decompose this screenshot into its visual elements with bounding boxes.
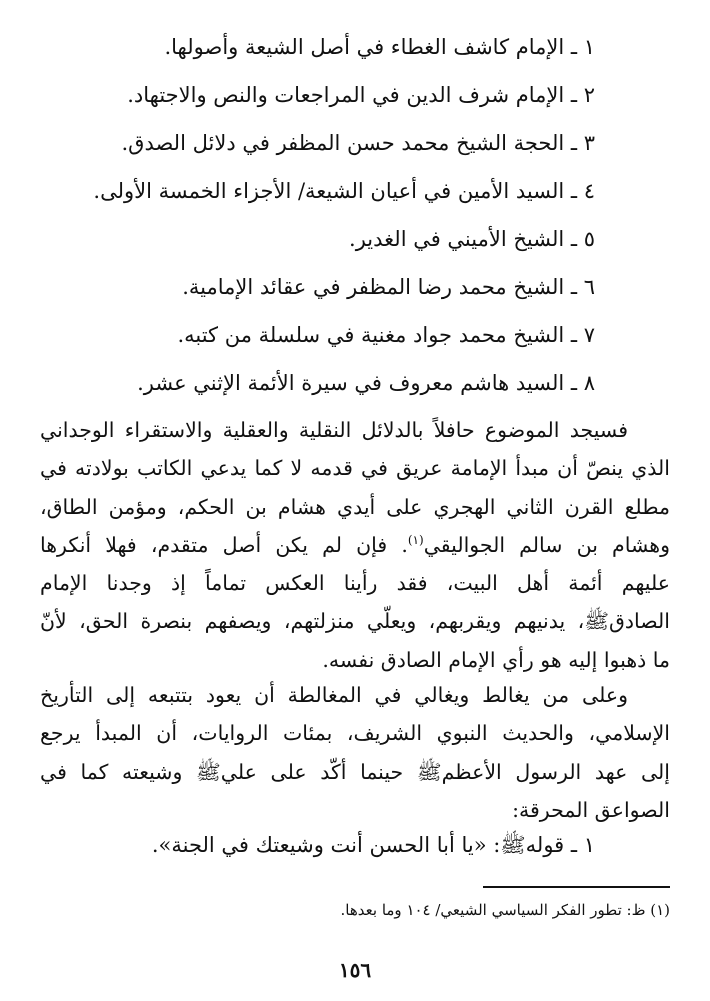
paragraph-line-start: وهشام بن سالم الجواليقي bbox=[423, 532, 670, 557]
paragraph-second bbox=[40, 676, 670, 829]
footnote-separator bbox=[483, 886, 670, 888]
page-number: ١٥٦ bbox=[338, 958, 372, 982]
paragraph-main bbox=[40, 411, 670, 679]
paragraph-line-end: . فإن لم يكن أصل متقدم، فهلا أنكرها bbox=[40, 532, 408, 557]
paragraph-line: إلى عهد الرسول الأعظمﷺ حينما أكّد على عليﷺ وشيعته كما في bbox=[40, 759, 670, 784]
list-item: ٦ ـ الشيخ محمد رضا المظفر في عقائد الإمامية. bbox=[182, 275, 595, 299]
list-item: ٨ ـ السيد هاشم معروف في سيرة الأئمة الإثني عشر. bbox=[137, 371, 595, 395]
paragraph-line: مطلع القرن الثاني الهجري على أيدي هشام بن الحكم، ومؤمن الطاق، bbox=[40, 494, 670, 519]
paragraph-line bbox=[40, 526, 670, 564]
paragraph-line: الإسلامي، والحديث النبوي الشريف، بمئات الروايات، أن المبدأ يرجع bbox=[40, 721, 670, 746]
paragraph-line: وعلى من يغالط ويغالي في المغالطة أن يعود بتتبعه إلى التأريخ bbox=[40, 683, 628, 707]
list-item: ٣ ـ الحجة الشيخ محمد حسن المظفر في دلائل الصدق. bbox=[121, 131, 595, 155]
list-item: ٢ ـ الإمام شرف الدين في المراجعات والنص والاجتهاد. bbox=[127, 83, 595, 107]
paragraph-line: فسيجد الموضوع حافلاً بالدلائل النقلية والعقلية والاستقراء الوجداني bbox=[40, 418, 628, 442]
paragraph-line: الصواعق المحرقة: bbox=[512, 797, 670, 822]
footnote: (١) ظ: تطور الفكر السياسي الشيعي/ ١٠٤ وما بعدها. bbox=[340, 901, 670, 919]
footnote-reference[interactable]: (١) bbox=[407, 533, 424, 548]
list-item: ٥ ـ الشيخ الأميني في الغدير. bbox=[349, 227, 595, 251]
paragraph-line: عليهم أئمة أهل البيت، فقد رأينا العكس تماماً إذ وجدنا الإمام bbox=[40, 571, 670, 596]
list-item: ١ ـ الإمام كاشف الغطاء في أصل الشيعة وأصولها. bbox=[164, 35, 595, 59]
paragraph-line: ما ذهبوا إليه هو رأي الإمام الصادق نفسه. bbox=[322, 647, 670, 672]
list-item: ٤ ـ السيد الأمين في أعيان الشيعة/ الأجزاء الخمسة الأولى. bbox=[93, 179, 595, 203]
quote-item: ١ ـ قولهﷺ: «يا أبا الحسن أنت وشيعتك في الجنة». bbox=[151, 833, 595, 857]
paragraph-line: الصادقﷺ، يدنيهم ويقربهم، ويعلّي منزلتهم، ويصفهم بنصرة الحق، لأنّ bbox=[40, 609, 670, 634]
list-item: ٧ ـ الشيخ محمد جواد مغنية في سلسلة من كتبه. bbox=[177, 323, 595, 347]
paragraph-line: الذي ينصّ أن مبدأ الإمامة عريق في قدمه لا كما يدعي الكاتب بولادته في bbox=[40, 456, 670, 481]
